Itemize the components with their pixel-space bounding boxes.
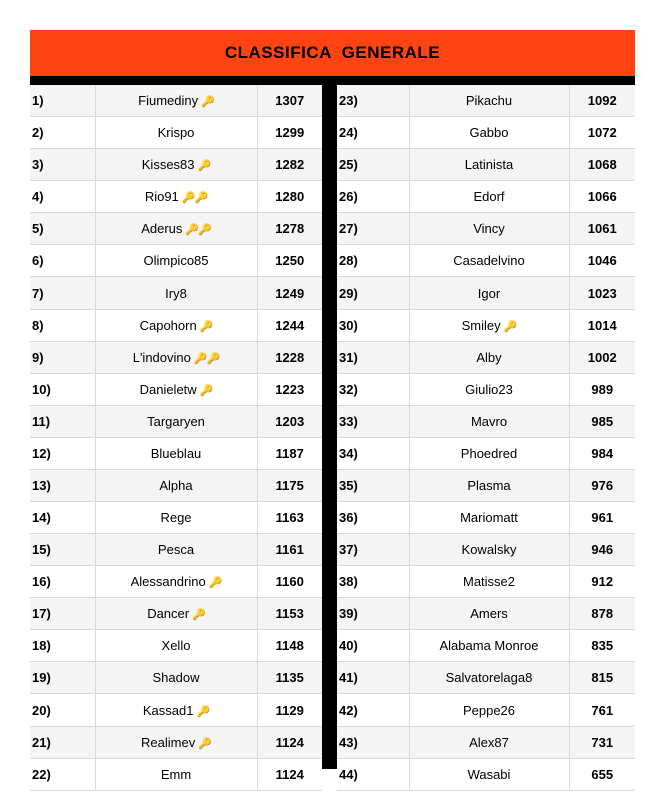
table-row: [337, 566, 635, 598]
player-cell: [95, 405, 257, 437]
rank-cell: 8): [30, 309, 95, 341]
rank-cell: 31): [337, 341, 409, 373]
table-row: [30, 758, 322, 790]
points-cell: 1175: [257, 469, 322, 501]
points-cell: 1153: [257, 598, 322, 630]
points-cell: 731: [569, 726, 635, 758]
points-cell: 1124: [257, 726, 322, 758]
player-cell: [409, 373, 569, 405]
player-name: Blueblau: [150, 445, 202, 461]
key-icon: 🔑🔑: [181, 192, 208, 205]
table-row: [337, 758, 635, 790]
points-cell: 761: [569, 694, 635, 726]
rank-cell: 39): [337, 598, 409, 630]
points-cell: 1068: [569, 149, 635, 181]
player-cell: [95, 437, 257, 469]
player-cell: [95, 117, 257, 149]
player-cell: [409, 277, 569, 309]
player-name: Targaryen: [147, 413, 205, 429]
rank-cell: 17): [30, 598, 95, 630]
player-cell: [95, 662, 257, 694]
player-cell: [409, 758, 569, 790]
player-name: Alpha: [159, 477, 193, 493]
points-cell: 1307: [257, 85, 322, 117]
rank-cell: 37): [337, 534, 409, 566]
rank-cell: 30): [337, 309, 409, 341]
player-name: Matisse2: [462, 574, 516, 590]
player-name: Alabama Monroe: [439, 638, 539, 654]
player-cell: [409, 566, 569, 598]
key-icon: 🔑: [201, 96, 214, 109]
rank-cell: 25): [337, 149, 409, 181]
table-row: [337, 437, 635, 469]
points-cell: 1278: [257, 213, 322, 245]
player-name: Phoedred: [460, 445, 518, 461]
player-cell: [95, 534, 257, 566]
player-cell: [409, 149, 569, 181]
table-row: [337, 502, 635, 534]
rank-cell: 20): [30, 694, 95, 726]
key-icon: 🔑: [198, 737, 211, 750]
key-icon: 🔑: [199, 384, 213, 397]
player-name: Capohorn: [139, 317, 197, 333]
rank-cell: 35): [337, 469, 409, 501]
rank-cell: 22): [30, 758, 95, 790]
player-cell: [409, 534, 569, 566]
rank-cell: 29): [337, 277, 409, 309]
points-cell: 1072: [569, 117, 635, 149]
rank-cell: 11): [30, 405, 95, 437]
table-row: [337, 213, 635, 245]
player-cell: [409, 694, 569, 726]
points-cell: 1282: [257, 149, 322, 181]
player-name: Olimpico85: [143, 253, 209, 269]
player-name: Plasma: [467, 477, 511, 493]
table-row: [337, 277, 635, 309]
player-name: Mariomatt: [460, 510, 518, 526]
table-row: [337, 662, 635, 694]
standings-table-left: [30, 85, 322, 791]
player-cell: [95, 502, 257, 534]
player-cell: [409, 630, 569, 662]
table-row: [337, 726, 635, 758]
player-name: Smiley: [461, 317, 501, 333]
rank-cell: 15): [30, 534, 95, 566]
points-cell: 1299: [257, 117, 322, 149]
header-divider-bar: [30, 76, 635, 85]
points-cell: 1023: [569, 277, 635, 309]
table-row: [30, 373, 322, 405]
player-name: Alessandrino: [130, 574, 206, 590]
points-cell: 1203: [257, 405, 322, 437]
points-cell: 912: [569, 566, 635, 598]
player-cell: [409, 85, 569, 117]
player-cell: [95, 758, 257, 790]
table-row: [30, 566, 322, 598]
table-row: [30, 245, 322, 277]
table-row: [30, 694, 322, 726]
player-name: Kisses83: [141, 157, 195, 173]
player-cell: [409, 502, 569, 534]
key-icon: 🔑: [503, 320, 517, 333]
table-row: [30, 309, 322, 341]
points-cell: 989: [569, 373, 635, 405]
rank-cell: 9): [30, 341, 95, 373]
player-cell: [409, 405, 569, 437]
player-cell: [409, 117, 569, 149]
table-row: [30, 437, 322, 469]
rank-cell: 32): [337, 373, 409, 405]
player-cell: [95, 694, 257, 726]
points-cell: 1148: [257, 630, 322, 662]
table-row: [30, 534, 322, 566]
points-cell: 1228: [257, 341, 322, 373]
player-name: Giulio23: [465, 381, 513, 397]
points-cell: 1092: [569, 85, 635, 117]
rank-cell: 44): [337, 758, 409, 790]
player-name: Rio91: [144, 189, 179, 205]
rank-cell: 26): [337, 181, 409, 213]
points-cell: 1244: [257, 309, 322, 341]
player-name: Amers: [470, 606, 508, 622]
player-name: Gabbo: [469, 125, 509, 141]
player-name: Kowalsky: [461, 542, 517, 558]
player-cell: [95, 277, 257, 309]
table-row: [30, 213, 322, 245]
points-cell: 1250: [257, 245, 322, 277]
player-name: Wasabi: [467, 766, 511, 782]
table-row: [30, 181, 322, 213]
player-cell: [95, 373, 257, 405]
rank-cell: 24): [337, 117, 409, 149]
rank-cell: 43): [337, 726, 409, 758]
points-cell: 1061: [569, 213, 635, 245]
rank-cell: 40): [337, 630, 409, 662]
rank-cell: 28): [337, 245, 409, 277]
table-row: [337, 149, 635, 181]
player-cell: [409, 309, 569, 341]
table-row: [337, 117, 635, 149]
player-name: Pikachu: [465, 93, 513, 109]
player-cell: [409, 181, 569, 213]
points-cell: 984: [569, 437, 635, 469]
rank-cell: 42): [337, 694, 409, 726]
rank-cell: 16): [30, 566, 95, 598]
table-row: [337, 245, 635, 277]
rank-cell: 19): [30, 662, 95, 694]
key-icon: 🔑: [192, 609, 205, 622]
table-row: [30, 469, 322, 501]
player-name: Mavro: [470, 413, 508, 429]
rank-cell: 6): [30, 245, 95, 277]
points-cell: 1135: [257, 662, 322, 694]
player-name: Shadow: [152, 670, 200, 686]
player-name: Salvatorelaga8: [445, 670, 533, 686]
player-name: Peppe26: [462, 702, 516, 718]
points-cell: 1223: [257, 373, 322, 405]
player-cell: [409, 341, 569, 373]
table-row: [30, 598, 322, 630]
points-cell: 1160: [257, 566, 322, 598]
rank-cell: 13): [30, 469, 95, 501]
points-cell: 1163: [257, 502, 322, 534]
rank-cell: 1): [30, 85, 95, 117]
player-cell: [409, 437, 569, 469]
player-name: Danieletw: [139, 381, 197, 397]
rank-cell: 23): [337, 85, 409, 117]
table-row: [337, 694, 635, 726]
player-cell: [409, 469, 569, 501]
rank-cell: 12): [30, 437, 95, 469]
player-cell: [409, 245, 569, 277]
key-icon: 🔑: [208, 577, 222, 590]
points-cell: 946: [569, 534, 635, 566]
player-cell: [95, 309, 257, 341]
rank-cell: 3): [30, 149, 95, 181]
player-name: Krispo: [157, 125, 195, 141]
key-icon: 🔑🔑: [185, 224, 211, 237]
points-cell: 878: [569, 598, 635, 630]
player-cell: [95, 341, 257, 373]
points-cell: 1280: [257, 181, 322, 213]
points-cell: 1187: [257, 437, 322, 469]
player-cell: [409, 213, 569, 245]
player-name: Xello: [161, 638, 191, 654]
key-icon: 🔑: [196, 705, 210, 718]
player-name: Pesca: [157, 542, 195, 558]
player-cell: [95, 213, 257, 245]
points-cell: 961: [569, 502, 635, 534]
points-cell: 1161: [257, 534, 322, 566]
rank-cell: 27): [337, 213, 409, 245]
points-cell: 1014: [569, 309, 635, 341]
points-cell: 1066: [569, 181, 635, 213]
points-cell: 1124: [257, 758, 322, 790]
player-cell: [409, 662, 569, 694]
rank-cell: 38): [337, 566, 409, 598]
key-icon: 🔑: [199, 320, 213, 333]
points-cell: 835: [569, 630, 635, 662]
points-cell: 985: [569, 405, 635, 437]
table-row: [337, 598, 635, 630]
player-cell: [409, 598, 569, 630]
player-name: Kassad1: [142, 702, 194, 718]
points-cell: 1002: [569, 341, 635, 373]
player-cell: [95, 149, 257, 181]
table-row: [337, 373, 635, 405]
player-cell: [95, 245, 257, 277]
table-row: [337, 181, 635, 213]
player-cell: [95, 598, 257, 630]
rank-cell: 18): [30, 630, 95, 662]
player-name: Dancer: [147, 606, 190, 622]
player-cell: [409, 726, 569, 758]
points-cell: 1129: [257, 694, 322, 726]
key-icon: 🔑: [197, 160, 211, 173]
rank-cell: 5): [30, 213, 95, 245]
table-row: [30, 502, 322, 534]
table-row: [30, 117, 322, 149]
key-icon: 🔑🔑: [193, 352, 220, 365]
player-name: Igor: [477, 285, 501, 301]
rank-cell: 10): [30, 373, 95, 405]
table-row: [30, 277, 322, 309]
table-row: [337, 469, 635, 501]
points-cell: 976: [569, 469, 635, 501]
rank-cell: 33): [337, 405, 409, 437]
player-name: L'indovino: [132, 349, 191, 365]
page-title: CLASSIFICA GENERALE: [224, 43, 441, 62]
player-name: Realimev: [141, 734, 196, 750]
table-row: [30, 149, 322, 181]
player-cell: [95, 630, 257, 662]
table-row: [337, 85, 635, 117]
table-row: [30, 726, 322, 758]
rank-cell: 21): [30, 726, 95, 758]
table-row: [30, 405, 322, 437]
rank-cell: 4): [30, 181, 95, 213]
player-name: Edorf: [473, 189, 505, 205]
player-name: Casadelvino: [453, 253, 525, 269]
points-cell: 815: [569, 662, 635, 694]
points-cell: 655: [569, 758, 635, 790]
player-name: Aderus: [141, 221, 183, 237]
rank-cell: 36): [337, 502, 409, 534]
rank-cell: 7): [30, 277, 95, 309]
column-divider: [322, 85, 337, 769]
table-row: [30, 630, 322, 662]
player-name: Vincy: [473, 221, 505, 237]
table-row: [337, 341, 635, 373]
player-cell: [95, 469, 257, 501]
table-row: [337, 309, 635, 341]
standings-table-right: [337, 85, 635, 791]
player-cell: [95, 566, 257, 598]
player-name: Alex87: [469, 734, 509, 750]
table-row: [30, 662, 322, 694]
points-cell: 1046: [569, 245, 635, 277]
table-row: [30, 341, 322, 373]
rank-cell: 34): [337, 437, 409, 469]
player-name: Emm: [160, 766, 192, 782]
player-cell: [95, 726, 257, 758]
player-cell: [95, 85, 257, 117]
rank-cell: 14): [30, 502, 95, 534]
table-row: [337, 630, 635, 662]
player-name: Latinista: [464, 157, 514, 173]
player-name: Alby: [476, 349, 502, 365]
header-banner: [30, 30, 635, 76]
points-cell: 1249: [257, 277, 322, 309]
player-name: Rege: [160, 510, 192, 526]
rank-cell: 41): [337, 662, 409, 694]
table-row: [337, 405, 635, 437]
player-name: Fiumediny: [138, 93, 199, 109]
table-row: [337, 534, 635, 566]
player-cell: [95, 181, 257, 213]
player-name: Iry8: [165, 285, 187, 301]
rank-cell: 2): [30, 117, 95, 149]
table-row: [30, 85, 322, 117]
